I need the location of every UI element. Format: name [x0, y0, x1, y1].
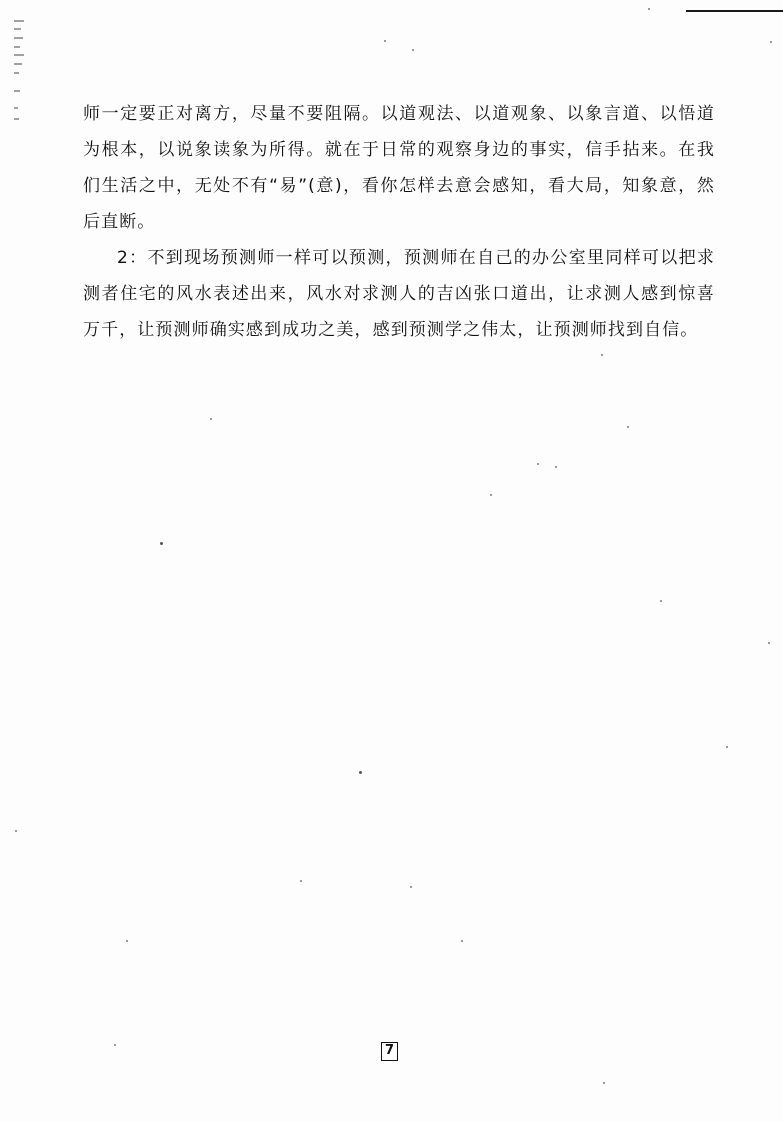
scan-speck — [359, 771, 362, 774]
scan-speck — [412, 49, 414, 51]
paragraph-1: 师一定要正对离方，尽量不要阻隔。以道观法、以道观象、以象言道、以悟道为根本，以说象读象为所得。就在于日常的观察身边的事实，信手拈来。在我们生活之中，无处不有“易”(意)，看你怎样去意会感知，看大局，知象意，然后直断。 — [83, 104, 715, 232]
scan-speck — [126, 940, 128, 942]
scan-speck — [410, 886, 412, 888]
scan-speck — [537, 463, 539, 465]
top-rule-line — [686, 10, 783, 12]
scan-speck — [300, 880, 302, 882]
scan-speck — [768, 642, 770, 644]
scan-speck — [648, 8, 650, 10]
document-body — [83, 96, 715, 348]
scan-speck — [726, 746, 728, 748]
scan-speck — [490, 494, 492, 496]
scan-edge-artifact — [14, 6, 28, 136]
scan-speck — [603, 1082, 605, 1084]
page-number: 7 — [381, 1042, 398, 1061]
scan-speck — [627, 426, 629, 428]
scan-speck — [770, 41, 772, 43]
scan-speck — [160, 542, 163, 545]
scan-speck — [210, 418, 212, 420]
paragraph-2: 2：不到现场预测师一样可以预测，预测师在自己的办公室里同样可以把求测者住宅的风水表述出来，风水对求测人的吉凶张口道出，让求测人感到惊喜万千，让预测师确实感到成功之美，感到预测学之伟太，让预测师找到自信。 — [83, 248, 715, 340]
scan-speck — [461, 940, 463, 942]
scan-speck — [660, 600, 662, 602]
scan-speck — [601, 354, 603, 356]
scan-speck — [114, 1044, 116, 1046]
scan-speck — [384, 40, 386, 42]
scan-speck — [555, 466, 557, 468]
scan-speck — [15, 830, 17, 832]
